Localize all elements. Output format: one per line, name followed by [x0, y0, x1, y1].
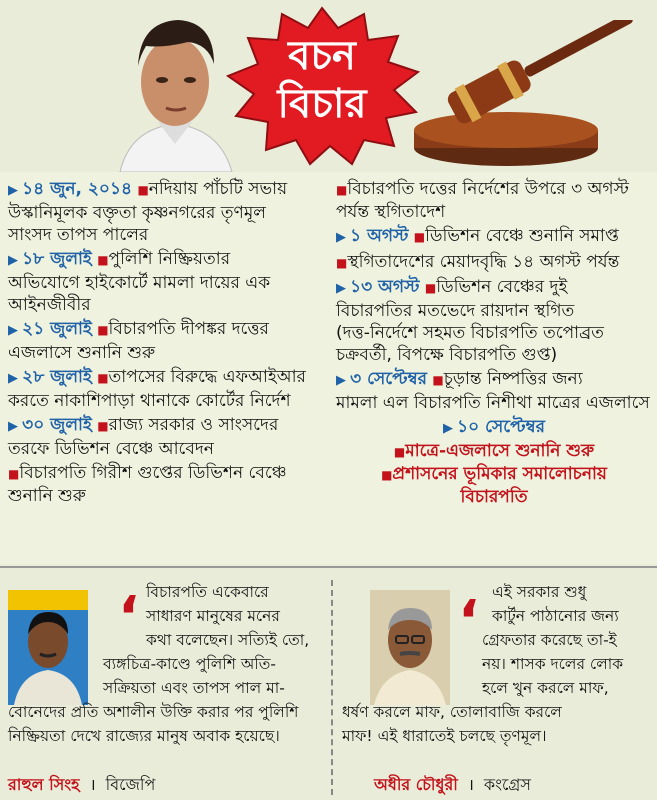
- timeline-date: ৩ সেপ্টেম্বর: [350, 369, 427, 389]
- speaker-name: অধীর চৌধুরী: [374, 775, 458, 794]
- quote-mark-icon: ‘: [458, 589, 480, 654]
- timeline-entry: [8, 462, 326, 507]
- timeline-entry: [336, 178, 652, 223]
- timeline-text: সাংসদ তাপস পালের: [8, 225, 149, 245]
- triangle-bullet-icon: ▶: [8, 183, 23, 198]
- timeline-text: মামলা এল বিচারপতি নিশীথা মাত্রের এজলাসে: [336, 393, 650, 413]
- timeline-text: পুলিশি নিষ্ক্রিয়তার: [108, 249, 231, 269]
- quote-line: কার্টুন পাঠানোর জন্য: [492, 607, 619, 625]
- speaker-name: রাহুল সিংহ: [8, 775, 80, 794]
- timeline-entry: [336, 368, 652, 414]
- timeline-entry: [8, 178, 326, 246]
- title-line-2: বিচার: [277, 81, 367, 127]
- timeline-panel: [0, 172, 657, 564]
- timeline-text: উস্কানিমূলক বক্তৃতা কৃষ্ণনগরের তৃণমূল: [8, 203, 266, 223]
- square-bullet-icon: ■: [97, 371, 109, 385]
- timeline-text: বিচারপতি গিরীশ গুপ্তের ডিভিশন বেঞ্চে: [19, 463, 287, 483]
- timeline-entry: [8, 414, 326, 460]
- gavel-icon: [408, 20, 653, 170]
- triangle-bullet-icon: ▶: [8, 253, 23, 268]
- timeline-left-column: [8, 178, 326, 509]
- header-banner: [0, 0, 657, 172]
- triangle-bullet-icon: ▶: [336, 373, 351, 388]
- quote-line: কথা বলেছেন। সত্যিই তো,: [146, 631, 310, 649]
- quote-right: [334, 570, 657, 800]
- triangle-bullet-icon: ▶: [336, 230, 351, 245]
- title-line-1: বচন: [288, 33, 356, 79]
- timeline-text: স্থগিতাদেশের মেয়াদবৃদ্ধি ১৪ অগস্ট পর্যন্ত: [347, 252, 620, 272]
- quote-mark-icon: ‘: [118, 585, 140, 650]
- byline-separator: ।: [89, 775, 96, 794]
- quote-text: [8, 580, 326, 748]
- speaker-party: বিজেপি: [105, 775, 156, 794]
- square-bullet-icon: ■: [97, 419, 109, 433]
- timeline-text: বিচারপতির মতভেদে রায়দান স্থগিত: [336, 301, 575, 321]
- triangle-bullet-icon: ▶: [8, 371, 23, 386]
- timeline-entry: [8, 318, 326, 364]
- quote-line: এই সরকার শুধু: [492, 583, 587, 601]
- timeline-text: (দত্ত-নির্দেশে সহমত বিচারপতি তপোব্রত: [336, 323, 604, 343]
- timeline-entry: [8, 366, 326, 412]
- quote-line: বোনেদের প্রতি অশালীন উক্তি করার পর পুলিশি: [8, 703, 299, 721]
- timeline-entry: [336, 225, 652, 249]
- timeline-text: রাজ্য সরকার ও সাংসদের: [108, 415, 279, 435]
- timeline-text: শুনানি শুরু: [8, 486, 86, 506]
- quote-line: বিচারপতি একেবারে: [146, 583, 269, 601]
- timeline-text: করতে নাকাশিপাড়া থানাকে কোর্টের নির্দেশ: [8, 391, 291, 411]
- timeline-text: এজলাসে শুনানি শুরু: [8, 343, 156, 363]
- timeline-text: চূড়ান্ত নিষ্পত্তির জন্য: [443, 369, 583, 389]
- square-bullet-icon: ■: [432, 373, 444, 387]
- square-bullet-icon: ■: [137, 183, 149, 197]
- quote-byline: [8, 772, 155, 799]
- square-bullet-icon: ■: [424, 281, 437, 295]
- quote-line: হলে খুন করলে মাফ,: [482, 679, 609, 697]
- quote-line: ব্যঙ্গচিত্র-কাণ্ডে পুলিশি অতি-: [103, 655, 276, 673]
- timeline-date: ১৮ জুলাই: [22, 249, 92, 269]
- section-divider: [0, 566, 657, 568]
- triangle-bullet-icon: ▶: [443, 421, 458, 436]
- square-bullet-icon: ■: [413, 230, 426, 244]
- timeline-date: ২১ জুলাই: [22, 319, 92, 339]
- square-bullet-icon: ■: [336, 256, 348, 270]
- timeline-text: বিচারপতি দীপঙ্কর দত্তের: [108, 319, 269, 339]
- timeline-date: ১০ সেপ্টেম্বর: [457, 417, 545, 437]
- triangle-bullet-icon: ▶: [8, 419, 23, 434]
- quote-line: মাফ! এই ধারাতেই চলছে তৃণমূল।: [342, 727, 547, 745]
- timeline-entry: [336, 251, 652, 274]
- quote-text: [342, 580, 652, 748]
- quote-line: নিষ্ক্রিয়তা দেখে রাজ্যের মানুষ অবাক হয়েছে।: [8, 727, 280, 745]
- timeline-text: ডিভিশন বেঞ্চে শুনানি সমাপ্ত: [425, 226, 619, 246]
- timeline-text: ডিভিশন বেঞ্চের দুই: [436, 277, 568, 297]
- quote-line: নয়। শাসক দলের লোক: [482, 655, 624, 673]
- quote-left: [0, 570, 330, 800]
- quote-line: সক্রিয়তা এবং তাপস পাল মা-: [103, 679, 285, 697]
- timeline-date: ১৩ অগস্ট: [350, 277, 420, 297]
- timeline-text: আইনজীবীর: [8, 295, 91, 315]
- timeline-text: অভিযোগে হাইকোর্টে মামলা দায়ের এক: [8, 273, 271, 293]
- timeline-text: তরফে ডিভিশন বেঞ্চে আবেদন: [8, 439, 214, 459]
- timeline-entry: [8, 248, 326, 316]
- timeline-text: তাপসের বিরুদ্ধে এফআইআর: [108, 367, 306, 387]
- timeline-text: নদিয়ায় পাঁচটি সভায়: [148, 179, 288, 199]
- quote-line: ধর্ষণ করলে মাফ, তোলাবাজি করলে: [342, 703, 562, 721]
- square-bullet-icon: ■: [97, 323, 109, 337]
- timeline-text: বিচারপতি: [460, 487, 528, 507]
- quote-line: সাধারণ মানুষের মনের: [146, 607, 280, 625]
- quote-line: গ্রেফতার করেছে তা-ই: [482, 631, 617, 649]
- square-bullet-icon: ■: [393, 445, 406, 459]
- timeline-text: পর্যন্ত স্থগিতাদেশ: [336, 202, 446, 222]
- timeline-text: বিচারপতি দত্তের নির্দেশের উপরে ৩ অগস্ট: [347, 179, 629, 199]
- timeline-date: ১ অগস্ট: [350, 226, 409, 246]
- timeline-date: ২৮ জুলাই: [22, 367, 92, 387]
- triangle-bullet-icon: ▶: [8, 323, 23, 338]
- timeline-text: মাত্রে-এজলাসে শুনানি শুরু: [405, 441, 595, 461]
- square-bullet-icon: ■: [336, 183, 348, 197]
- byline-separator: ।: [467, 775, 474, 794]
- triangle-bullet-icon: ▶: [336, 281, 351, 296]
- timeline-text: চক্রবর্তী, বিপক্ষে বিচারপতি গুপ্ত): [336, 345, 558, 365]
- quote-divider: [331, 580, 333, 795]
- quote-byline: [374, 772, 531, 799]
- timeline-date: ১৪ জুন, ২০১৪: [22, 179, 133, 199]
- timeline-right-column: [336, 178, 652, 510]
- square-bullet-icon: ■: [381, 468, 393, 482]
- square-bullet-icon: ■: [97, 253, 109, 267]
- square-bullet-icon: ■: [8, 467, 20, 481]
- page-title: [252, 32, 392, 128]
- timeline-entry: [336, 276, 652, 366]
- timeline-date: ৩০ জুলাই: [22, 415, 92, 435]
- timeline-final-entry: [336, 416, 652, 508]
- speaker-party: কংগ্রেস: [483, 775, 531, 794]
- timeline-text: প্রশাসনের ভূমিকার সমালোচনায়: [392, 464, 607, 484]
